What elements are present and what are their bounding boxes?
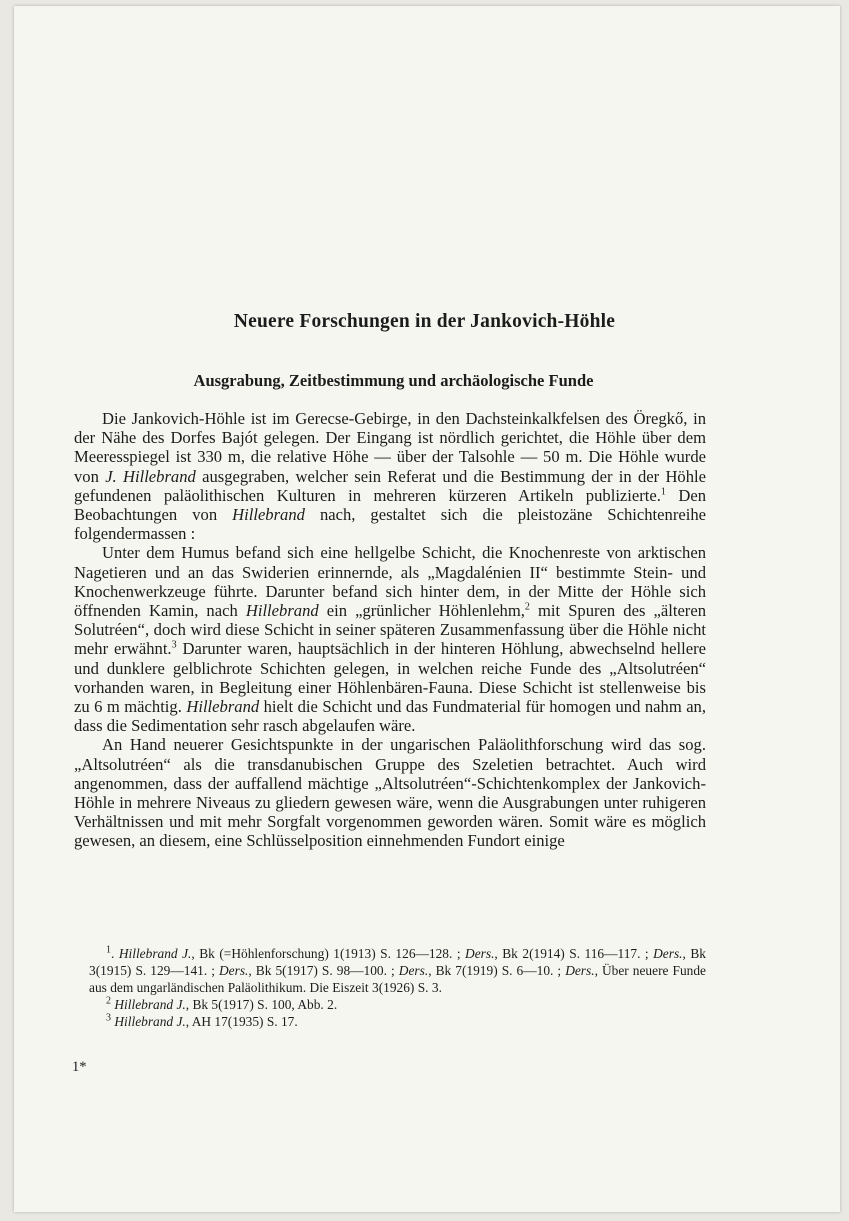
- footnote: [89, 945, 706, 996]
- paragraph: [74, 409, 706, 543]
- footnote-marker: 2: [106, 995, 111, 1007]
- italic-name: Ders.: [565, 963, 595, 978]
- text-run: Darunter waren, hauptsächlich in der hinteren Höhlung, abwechselnd hellere und dunklere gelblichrote Schichten gelegen, in welchen reiche Funde des „Altsolutréen“ vorhanden waren, in Begleitung einer Höhlenbären-Fauna. Diese Schicht ist stellenweise bis zu 6 m mächtig.: [74, 639, 706, 717]
- text-run: mit Spuren des „älteren Solutréen“, doch wird diese Schicht in seiner späteren Zusammenfassung über die Höhle nicht mehr erwähnt.: [74, 601, 706, 659]
- italic-name: Ders.: [398, 963, 429, 978]
- text-run: , Bk 2(1914) S. 116—117. ;: [494, 946, 654, 961]
- italic-name: J. Hillebrand: [105, 466, 196, 486]
- footnote-marker: 1: [660, 486, 666, 498]
- footnote-marker: 3: [171, 639, 177, 651]
- page-title: Neuere Forschungen in der Jankovich-Höhle: [233, 311, 616, 332]
- footnote: [89, 996, 706, 1013]
- text-run: , Bk 3(1915) S. 129—141. ;: [89, 946, 706, 978]
- body-text: [74, 409, 706, 851]
- italic-name: Hillebrand: [245, 601, 319, 621]
- text-run: ein „grünlicher Höhlenlehm,: [318, 601, 525, 621]
- text-run: Den Beobachtungen von: [74, 485, 706, 525]
- section-heading: Ausgrabung, Zeitbestimmung und archäologische Funde: [193, 371, 594, 390]
- text-run: , Bk 5(1917) S. 100, Abb. 2.: [185, 997, 338, 1012]
- text-run: , Bk 7(1919) S. 6—10. ;: [428, 963, 566, 978]
- text-run: , Bk (=Höhlenforschung) 1(1913) S. 126—128. ;: [191, 946, 466, 961]
- page-folio: 1*: [72, 1059, 87, 1075]
- text-run: , Über neuere Funde aus dem ungarländischen Paläolithikum. Die Eiszeit 3(1926) S. 3.: [89, 963, 706, 995]
- text-run: hielt die Schicht und das Fundmaterial für homogen und nahm an, dass die Sedimentation sehr rasch abgelaufen wäre.: [74, 697, 706, 736]
- italic-name: Hillebrand J.: [114, 1014, 186, 1029]
- italic-name: Ders.: [653, 946, 683, 961]
- text-run: Die Jankovich-Höhle ist im Gerecse-Gebirge, in den Dachsteinkalkfelsen des Öregkő, in der Nähe des Dorfes Bajót gelegen. Der Eingang ist nördlich gerichtet, die Höhle über dem Meeresspiegel ist 330 m, die relative Höhe — über der Talsohle — 50 m. Die Höhle wurde von: [74, 409, 706, 486]
- text-run: Unter dem Humus befand sich eine hellgelbe Schicht, die Knochenreste von arktischen Nagetieren und an das Swiderien erinnernde, als „Magdalénien II“ bestimmte Stein- und Knochenwerkzeuge führte. Darunter befand sich hinter dem, in der Mitte der Höhle sich öffnenden Kamin, nach: [74, 543, 706, 621]
- paragraph: [74, 543, 706, 735]
- text-run: , Bk 5(1917) S. 98—100. ;: [248, 963, 399, 978]
- text-run: .: [111, 946, 119, 961]
- footnote-marker: 2: [524, 601, 530, 613]
- italic-name: Hillebrand J.: [114, 997, 186, 1012]
- paragraph: [74, 735, 706, 850]
- footnote-marker: 1: [106, 944, 111, 956]
- italic-name: Hillebrand: [186, 697, 260, 717]
- italic-name: Ders.: [219, 963, 249, 978]
- italic-name: Ders.: [465, 946, 495, 961]
- footnote-marker: 3: [106, 1012, 111, 1024]
- italic-name: Hillebrand J.: [118, 946, 192, 961]
- text-run: ausgegraben, welcher sein Referat und die Bestimmung der in der Höhle gefundenen paläolithischen Kulturen in mehreren kürzeren Artikeln publizierte.: [74, 466, 706, 505]
- text-run: nach, gestaltet sich die pleistozäne Schichtenreihe folgendermassen :: [74, 505, 706, 544]
- italic-name: Hillebrand: [232, 505, 305, 525]
- text-run: An Hand neuerer Gesichtspunkte in der ungarischen Paläolithforschung wird das sog. „Altsolutréen“ als die transdanubischen Gruppe des Szeletien betrachtet. Auch wird angenommen, dass der auffallend mächtige „Altsolutréen“-Schichtenkomplex der Jankovich-Höhle in mehrere Niveaus zu gliedern gewesen wäre, wenn die Ausgrabungen unter ruhigeren Verhältnissen und mit mehr Sorgfalt vorgenommen geworden wären. Somit wäre es möglich gewesen, an diesem, eine Schlüsselposition einnehmenden Fundort einige: [74, 735, 706, 851]
- footnote: [89, 1013, 706, 1030]
- text-run: , AH 17(1935) S. 17.: [185, 1014, 298, 1029]
- footnotes: [89, 945, 706, 1030]
